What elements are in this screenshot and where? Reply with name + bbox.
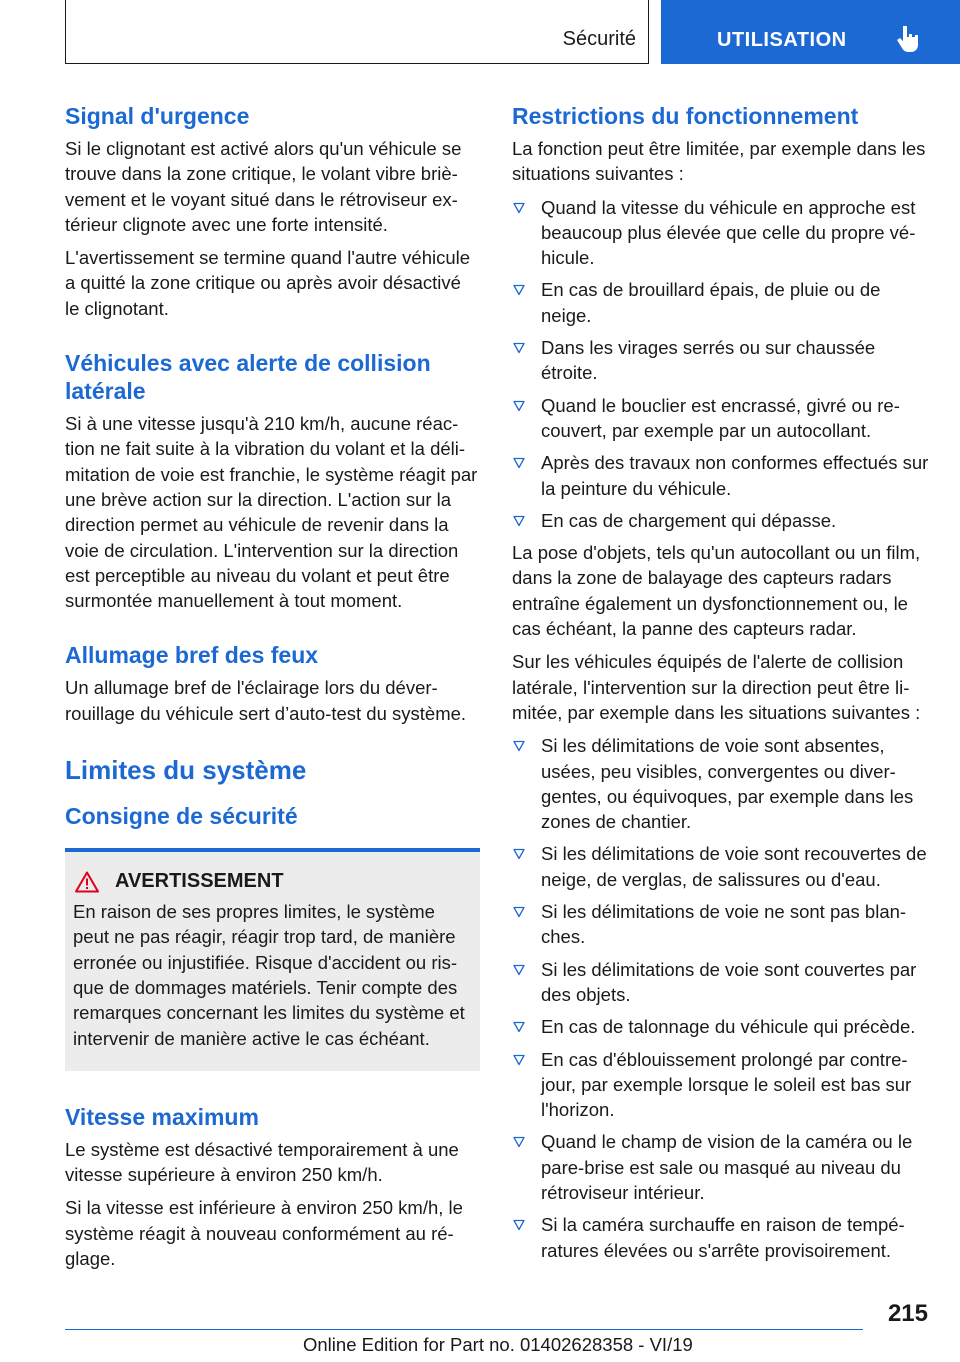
triangle-bullet-icon [513,906,525,918]
list-item-text: Après des travaux non conformes effectués sur la peinture du véhicule. [541,452,929,499]
speed-paragraph-1: Le système est désactivé temporairement à une vitesse supérieure à environ 250 km/h. [65,1138,459,1186]
list-item [512,1212,930,1263]
list-item-text: Quand le champ de vision de la caméra ou le pare-brise est sale ou masqué au niveau du rétroviseur intérieur. [541,1131,913,1203]
restrictions-list [512,195,930,534]
list-item-text: Quand le bouclier est encrassé, givré ou recouvert, par exemple par un autocollant. [541,394,900,441]
list-item-text: En cas de talonnage du véhicule qui précède. [541,1016,916,1038]
triangle-bullet-icon [513,515,525,527]
triangle-bullet-icon [513,740,525,752]
lateral-limits-paragraph: Sur les véhicules équipés de l'alerte de collision latérale, l'intervention sur la direction peut être limitée, par exemple dans les situations suivantes : [512,651,921,723]
flash-paragraph: Un allumage bref de l'éclairage lors du déverrouillage du véhicule sert d’auto-test du système. [65,677,467,724]
header-chapter-label: UTILISATION [717,29,847,51]
warning-text: En raison de ses propres limites, le système peut ne pas réagir, réagir trop tard, de manière erronée ou injustifiée. Risque d'accident ou risque de dommages matériels. Tenir compte des remarques concernant les limites du système et intervenir de manière active le cas échéant. [73,901,465,1049]
warning-title: AVERTISSEMENT [115,870,284,893]
triangle-bullet-icon [513,342,525,354]
list-item [512,335,930,386]
triangle-bullet-icon [513,1219,525,1231]
flash-heading: Allumage bref des feux [65,642,319,669]
triangle-bullet-icon [513,848,525,860]
speed-paragraph-2: Si la vitesse est inférieure à environ 250 km/h, le système réagit à nouveau conformément au réglage. [65,1197,463,1270]
stickers-paragraph: La pose d'objets, tels qu'un autocollant ou un film, dans la zone de balayage des capteurs radars entraîne également un dysfonctionnement ou, le cas échéant, la panne des capteurs radar. [512,542,921,640]
safety-heading: Consigne de sécurité [65,803,298,830]
list-item-text: Si la caméra surchauffe en raison de températures élevées ou s'arrête provisoirement. [541,1214,905,1261]
restrictions-heading: Restrictions du fonctionnement [512,103,859,129]
limits-heading: Limites du système [65,755,307,786]
triangle-bullet-icon [513,1136,525,1148]
list-item-text: Si les délimitations de voie sont recouvertes de neige, de verglas, de salissures ou d'eau. [541,843,927,890]
triangle-bullet-icon [513,400,525,412]
list-item [512,508,930,533]
warning-box [65,848,480,1071]
footer-divider [65,1329,863,1330]
list-item [512,393,930,444]
right-column [512,102,930,1270]
triangle-bullet-icon [513,284,525,296]
triangle-bullet-icon [513,1021,525,1033]
list-item [512,957,930,1008]
lateral-paragraph: Si à une vitesse jusqu'à 210 km/h, aucune réaction ne fait suite à la vibration du volant et la délimitation de voie est franchie, le système réagit par une brève action sur la direction. L'action sur la direction permet au véhicule de revenir dans la voie de circulation. L'intervention sur la direction est perceptible au niveau du volant et peut être surmontée manuellement à tout moment. [65,413,478,612]
triangle-bullet-icon [513,1054,525,1066]
footer-edition: Online Edition for Part no. 01402628358 - VI/19 [303,1334,693,1355]
list-item [512,1129,930,1205]
header-section-title: Sécurité [562,28,636,50]
page-number: 215 [887,1300,928,1327]
speed-heading: Vitesse maximum [65,1103,259,1130]
list-item-text: Quand la vitesse du véhicule en approche est beaucoup plus élevée que celle du propre véhicule. [541,196,916,269]
list-item [512,1014,930,1039]
warning-title-row [73,870,472,893]
warning-triangle-icon [75,871,99,893]
triangle-bullet-icon [513,202,525,214]
list-item [512,277,930,328]
left-column [65,102,480,1279]
list-item [512,450,930,501]
list-item-text: Si les délimitations de voie ne sont pas blanches. [541,901,907,948]
signal-paragraph-1: Si le clignotant est activé alors qu'un véhicule se trouve dans la zone critique, le volant vibre brièvement et le voyant situé dans le rétroviseur extérieur clignote avec une forte intensité. [65,138,462,235]
list-item-text: En cas d'éblouissement prolongé par contrejour, par exemple lorsque le soleil est bas sur l'horizon. [541,1048,912,1121]
list-item-text: En cas de brouillard épais, de pluie ou de neige. [541,279,881,326]
list-item [512,1047,930,1123]
lateral-heading: Véhicules avec alerte de collision latérale [65,350,431,405]
triangle-bullet-icon [513,964,525,976]
signal-paragraph-2: L'avertissement se termine quand l'autre véhicule a quitté la zone critique ou après avoir désactivé le clignotant. [65,247,471,319]
list-item-text: Si les délimitations de voie sont absentes, usées, peu visibles, convergentes ou divergentes, ou équivoques, par exemple dans les zones de chantier. [541,735,914,833]
restrictions-intro: La fonction peut être limitée, par exemple dans les situations suivantes : [512,138,926,185]
list-item-text: En cas de chargement qui dépasse. [541,509,837,531]
header-chapter-tab[interactable] [661,0,960,64]
list-item-text: Si les délimitations de voie sont couvertes par des objets. [541,958,917,1005]
signal-heading: Signal d'urgence [65,103,250,129]
list-item [512,899,930,950]
list-item-text: Dans les virages serrés ou sur chaussée étroite. [541,337,876,384]
list-item [512,841,930,892]
list-item [512,195,930,271]
triangle-bullet-icon [513,457,525,469]
lateral-limits-list [512,733,930,1263]
header-section-box [65,0,649,64]
list-item [512,733,930,834]
pointing-hand-icon [895,24,921,54]
